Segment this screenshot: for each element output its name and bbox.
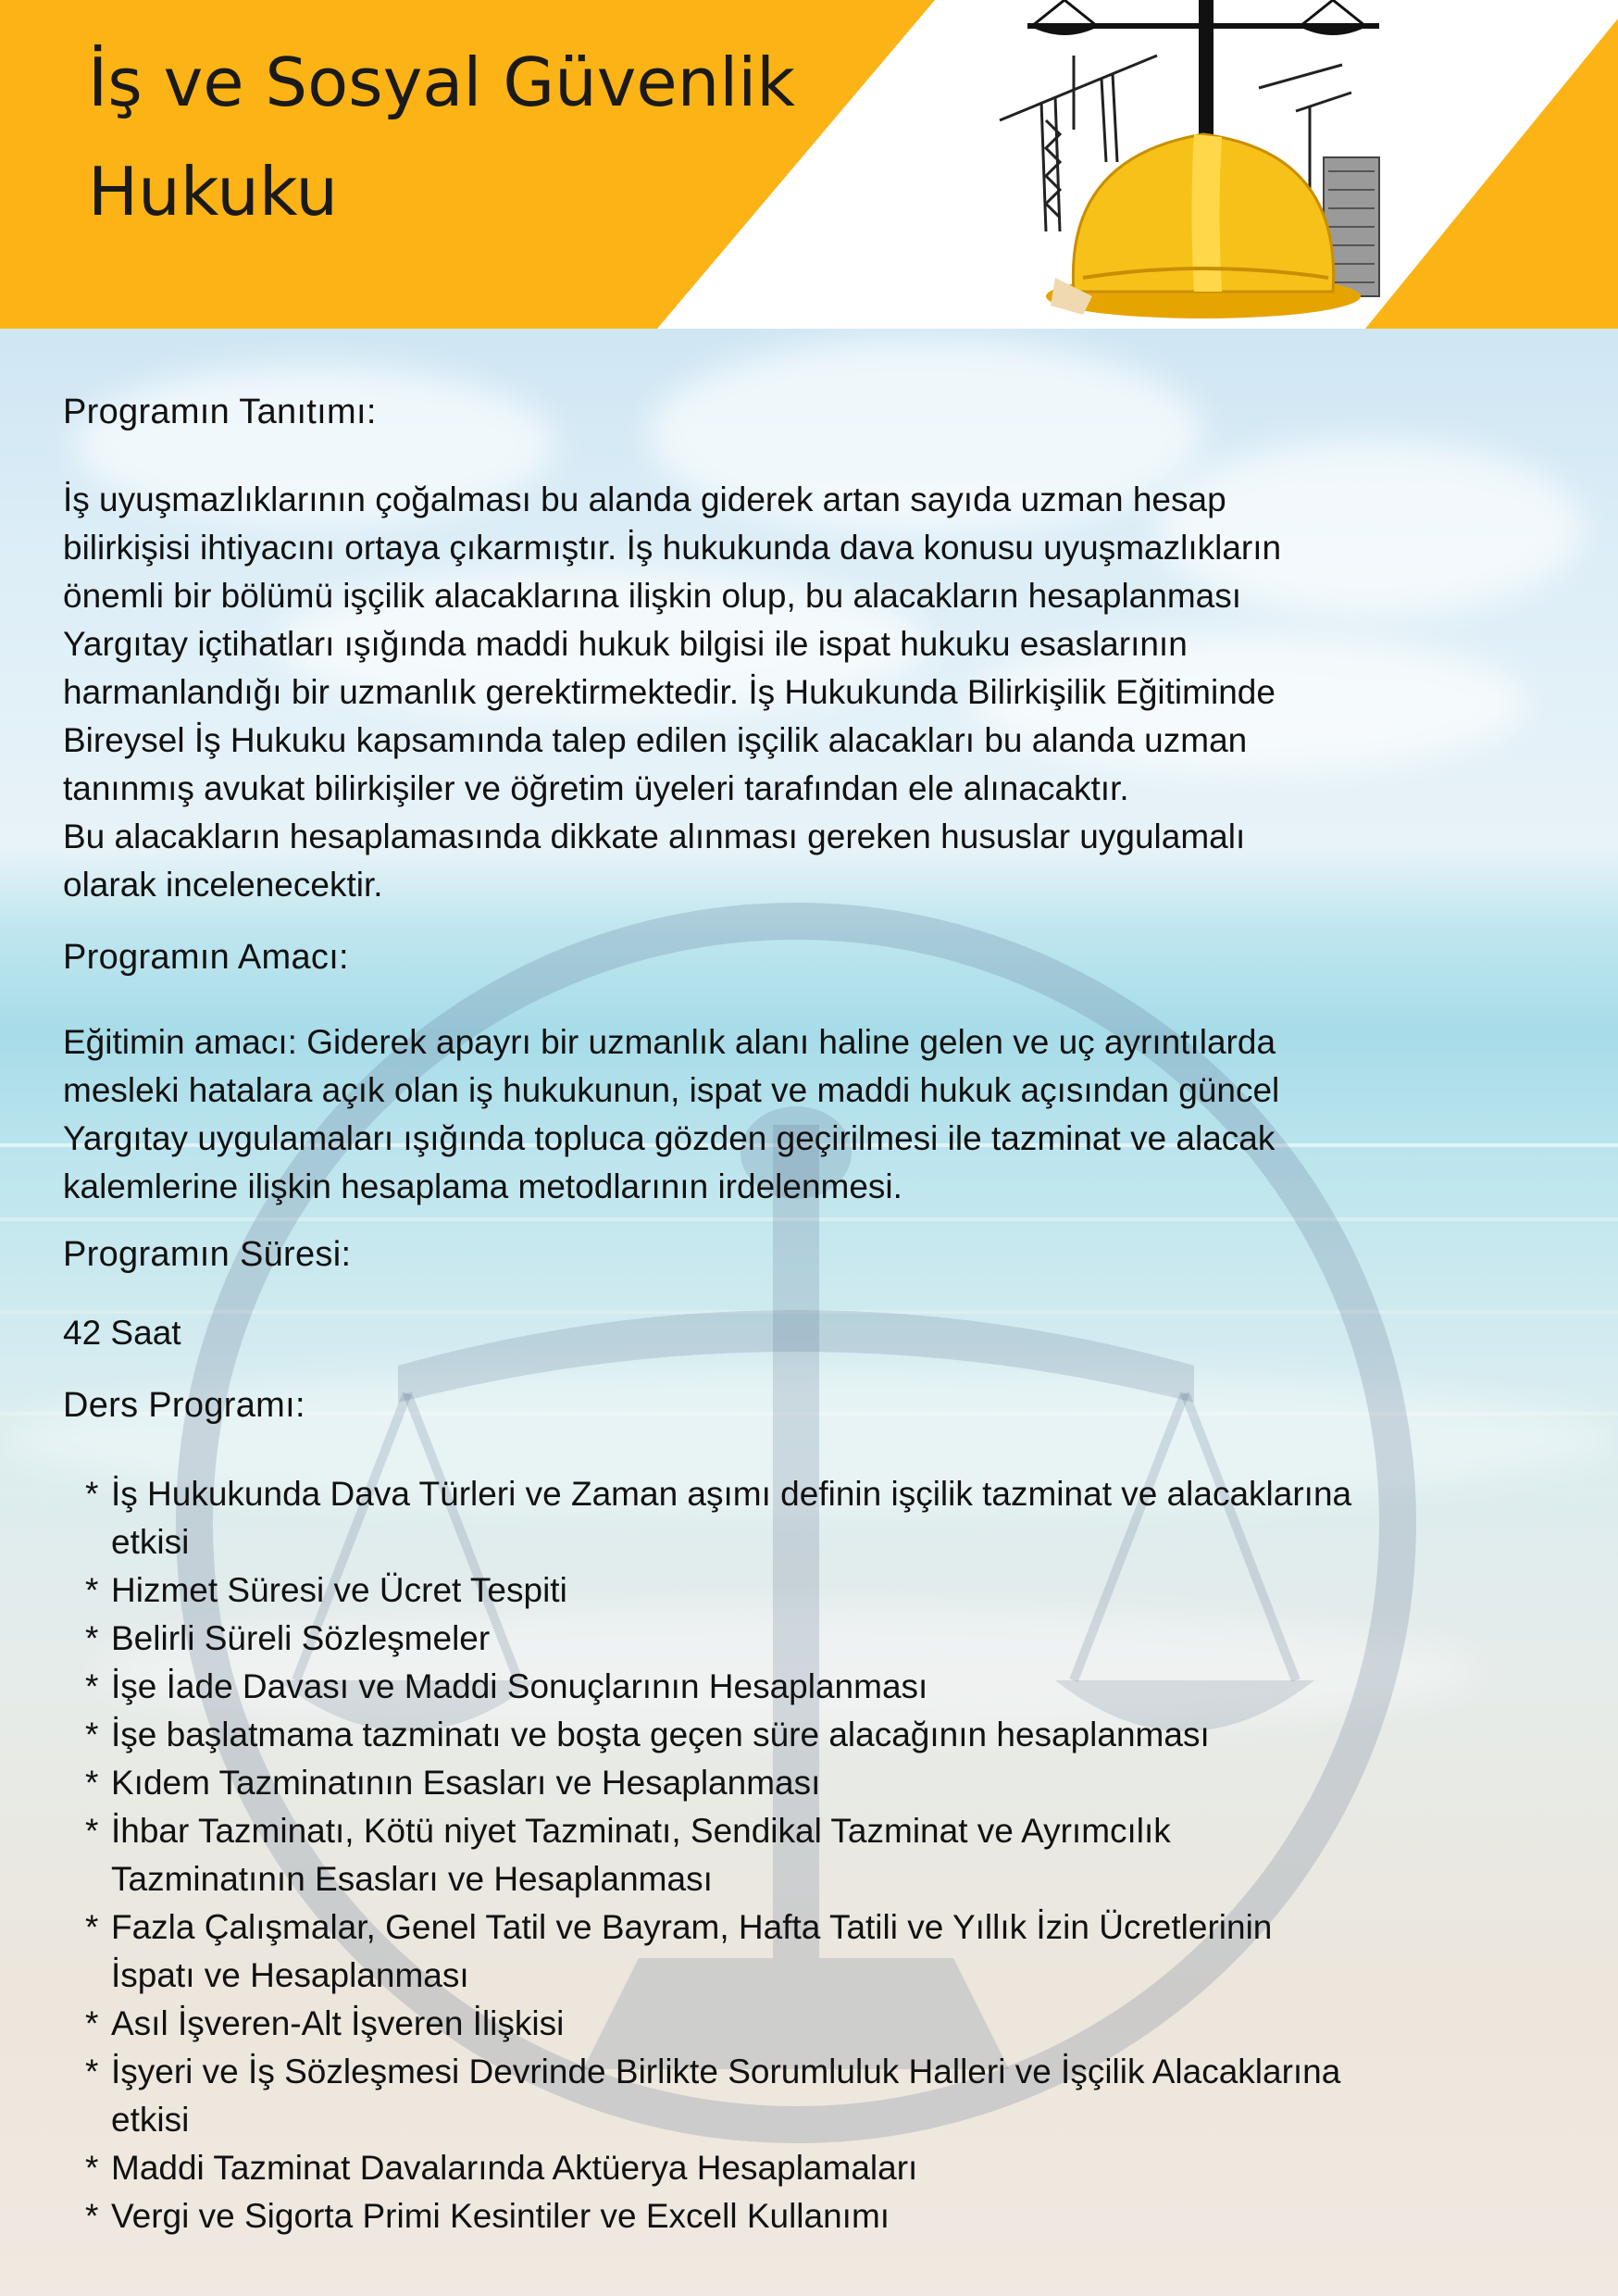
- curriculum-item-text: Fazla Çalışmalar, Genel Tatil ve Bayram, Hafta Tatili ve Yıllık İzin Ücretlerinin: [111, 1908, 1273, 1946]
- bullet-star: *: [85, 2149, 99, 2187]
- curriculum-item: [85, 2192, 1594, 2240]
- intro-line: Bireysel İş Hukuku kapsamında talep edilen işçilik alacakları bu alanda uzman: [63, 721, 1248, 759]
- aim-line: kalemlerine ilişkin hesaplama metodlarının irdelenmesi.: [63, 1167, 902, 1205]
- bullet-star: *: [85, 2004, 99, 2042]
- curriculum-item-text: İspatı ve Hesaplanması: [111, 1956, 469, 1994]
- curriculum-item: [85, 1615, 1594, 1663]
- curriculum-item: [85, 1470, 1594, 1566]
- hard-hat-icon: [1046, 134, 1361, 318]
- intro-paragraph: [63, 476, 1562, 909]
- construction-justice-illustration: [944, 0, 1388, 329]
- curriculum-item-text: Belirli Süreli Sözleşmeler: [111, 1619, 491, 1657]
- bullet-star: *: [85, 1764, 99, 1802]
- curriculum-item-text: Hizmet Süresi ve Ücret Tespiti: [111, 1571, 567, 1609]
- curriculum-item-text: İşe İade Davası ve Maddi Sonuçlarının Hesaplanması: [111, 1667, 928, 1705]
- intro-line: bilirkişisi ihtiyacını ortaya çıkarmıştır. İş hukukunda dava konusu uyuşmazlıkların: [63, 529, 1282, 567]
- curriculum-item: [85, 1663, 1594, 1711]
- curriculum-list: [85, 1470, 1594, 2240]
- bullet-star: *: [85, 1571, 99, 1609]
- curriculum-item-text: Asıl İşveren-Alt İşveren İlişkisi: [111, 2004, 565, 2042]
- aim-line: mesleki hatalara açık olan iş hukukunun, ispat ve maddi hukuk açısından güncel: [63, 1071, 1280, 1109]
- curriculum-item: [85, 2048, 1594, 2144]
- intro-line: Bu alacakların hesaplamasında dikkate alınması gereken hususlar uygulamalı: [63, 817, 1246, 855]
- aim-line: Eğitimin amacı: Giderek apayrı bir uzmanlık alanı haline gelen ve uç ayrıntılarda: [63, 1023, 1276, 1061]
- aim-line: Yargıtay uygulamaları ışığında topluca gözden geçirilmesi ile tazminat ve alacak: [63, 1119, 1276, 1157]
- curriculum-item-text: etkisi: [111, 1523, 190, 1561]
- curriculum-item: [85, 1807, 1594, 1903]
- intro-line: harmanlandığı bir uzmanlık gerektirmektedir. İş Hukukunda Bilirkişilik Eğitiminde: [63, 673, 1276, 711]
- intro-line: Yargıtay içtihatları ışığında maddi hukuk bilgisi ile ispat hukuku esaslarının: [63, 625, 1188, 663]
- duration-value: 42 Saat: [63, 1314, 181, 1352]
- curriculum-item: [85, 1566, 1594, 1615]
- intro-line: İş uyuşmazlıklarının çoğalması bu alanda giderek artan sayıda uzman hesap: [63, 480, 1226, 518]
- curriculum-title: Ders Programı:: [63, 1386, 305, 1425]
- curriculum-item-text: Tazminatının Esasları ve Hesaplanması: [111, 1860, 713, 1898]
- bullet-star: *: [85, 1619, 99, 1657]
- intro-line: tanınmış avukat bilirkişiler ve öğretim üyeleri tarafından ele alınacaktır.: [63, 769, 1129, 807]
- curriculum-item-text: etkisi: [111, 2101, 190, 2139]
- bullet-star: *: [85, 2053, 99, 2090]
- curriculum-item-text: İşyeri ve İş Sözleşmesi Devrinde Birlikte Sorumluluk Halleri ve İşçilik Alacaklarına: [111, 2053, 1341, 2090]
- curriculum-item-text: İhbar Tazminatı, Kötü niyet Tazminatı, Sendikal Tazminat ve Ayrımcılık: [111, 1812, 1171, 1850]
- bullet-star: *: [85, 1908, 99, 1946]
- curriculum-item: [85, 2000, 1594, 2048]
- aim-paragraph: [63, 1018, 1562, 1211]
- bullet-star: *: [85, 1667, 99, 1705]
- bullet-star: *: [85, 1812, 99, 1850]
- curriculum-item: [85, 2144, 1594, 2192]
- curriculum-item-text: İş Hukukunda Dava Türleri ve Zaman aşımı definin işçilik tazminat ve alacaklarına: [111, 1475, 1352, 1513]
- bullet-star: *: [85, 1475, 99, 1513]
- title-line-2: Hukuku: [88, 153, 338, 231]
- curriculum-item: [85, 1903, 1594, 2000]
- intro-line: önemli bir bölümü işçilik alacaklarına ilişkin olup, bu alacakların hesaplanması: [63, 577, 1242, 615]
- curriculum-item-text: İşe başlatmama tazminatı ve boşta geçen süre alacağının hesaplanması: [111, 1716, 1210, 1753]
- curriculum-item-text: Vergi ve Sigorta Primi Kesintiler ve Excell Kullanımı: [111, 2197, 890, 2235]
- curriculum-item: [85, 1711, 1594, 1759]
- bullet-star: *: [85, 2197, 99, 2235]
- bullet-star: *: [85, 1716, 99, 1753]
- header-banner: [0, 0, 1618, 329]
- intro-title: Programın Tanıtımı:: [63, 393, 377, 431]
- duration-title: Programın Süresi:: [63, 1235, 352, 1274]
- intro-line: olarak incelenecektir.: [63, 866, 383, 904]
- title-line-1: İş ve Sosyal Güvenlik: [88, 44, 795, 121]
- curriculum-item-text: Kıdem Tazminatının Esasları ve Hesaplanması: [111, 1764, 821, 1802]
- curriculum-item: [85, 1759, 1594, 1807]
- page-title: [88, 28, 921, 246]
- aim-title: Programın Amacı:: [63, 938, 349, 977]
- curriculum-item-text: Maddi Tazminat Davalarında Aktüerya Hesaplamaları: [111, 2149, 918, 2187]
